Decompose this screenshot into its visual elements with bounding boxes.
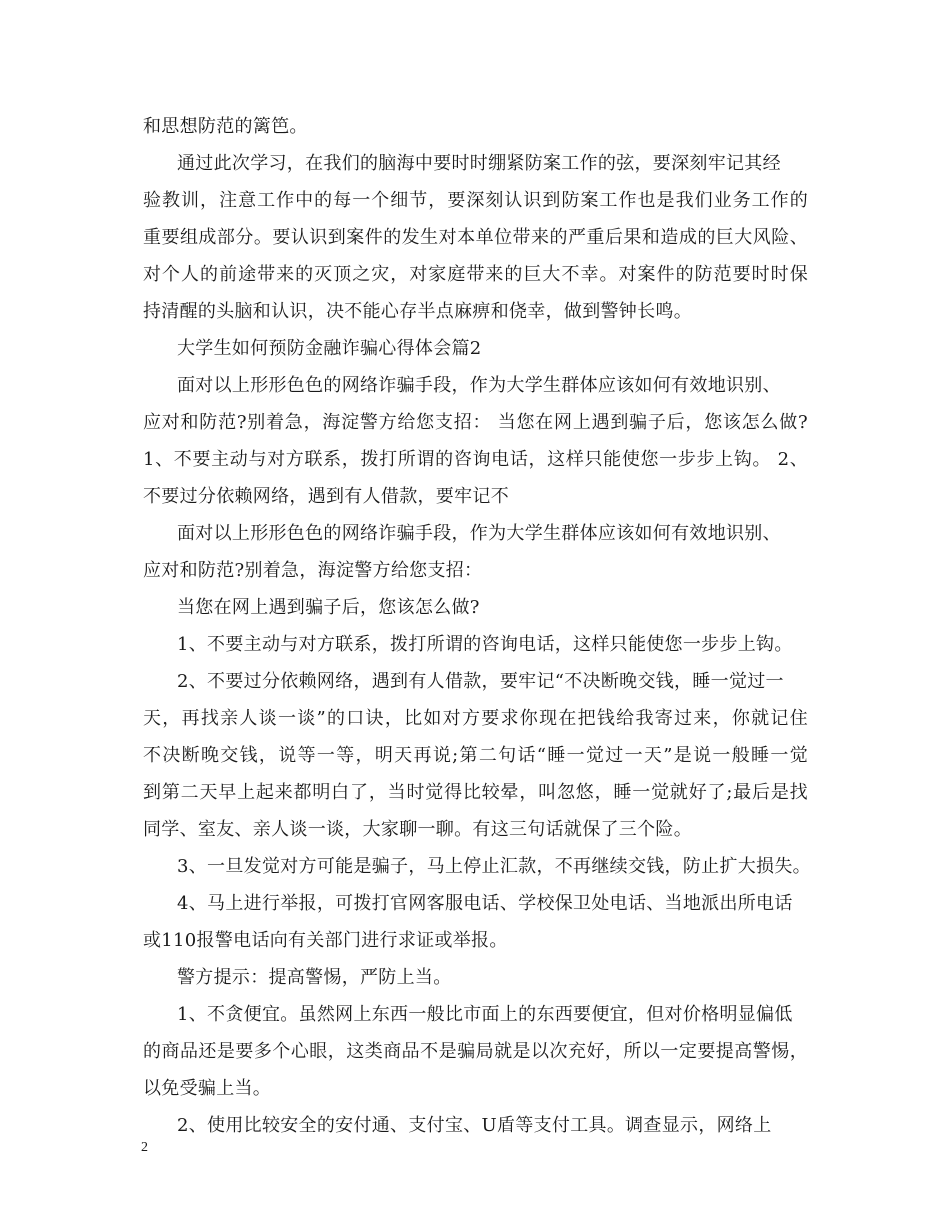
text-line: 或110报警电话向有关部门进行求证或举报。	[143, 930, 508, 951]
page-number: 2	[141, 1140, 148, 1155]
text-line: 2、使用比较安全的安付通、支付宝、U盾等支付工具。调查显示，网络上	[177, 1115, 772, 1136]
text-line: 通过此次学习，在我们的脑海中要时时绷紧防案工作的弦，要深刻牢记其经	[177, 153, 781, 174]
text-line: 同学、室友、亲人谈一谈，大家聊一聊。有这三句话就保了三个险。	[143, 819, 692, 840]
text-line: 2、不要过分依赖网络，遇到有人借款，要牢记“不决断晚交钱，睡一觉过一	[177, 671, 784, 692]
text-line: 应对和防范?别着急，海淀警方给您支招：	[143, 560, 483, 581]
text-line: 天，再找亲人谈一谈”的口诀，比如对方要求你现在把钱给我寄过来，你就记住	[143, 708, 808, 729]
text-line: 面对以上形形色色的网络诈骗手段，作为大学生群体应该如何有效地识别、	[177, 375, 781, 396]
text-line: 验教训，注意工作中的每一个细节，要深刻认识到防案工作也是我们业务工作的	[143, 190, 808, 211]
text-line: 1、不贪便宜。虽然网上东西一般比市面上的东西要便宜，但对价格明显偏低	[177, 1004, 793, 1025]
text-line: 不决断晚交钱，说等一等，明天再说;第二句话“睡一觉过一天”是说一般睡一觉	[143, 745, 808, 766]
text-line: 当您在网上遇到骗子后，您该怎么做?	[177, 597, 480, 618]
text-line: 面对以上形形色色的网络诈骗手段，作为大学生群体应该如何有效地识别、	[177, 523, 781, 544]
section-heading: 大学生如何预防金融诈骗心得体会篇2	[177, 338, 482, 359]
text-line: 到第二天早上起来都明白了，当时觉得比较晕，叫忽悠，睡一觉就好了;最后是找	[143, 782, 808, 803]
text-line: 应对和防范?别着急，海淀警方给您支招： 当您在网上遇到骗子后，您该怎么做?	[143, 412, 808, 433]
text-line: 3、一旦发觉对方可能是骗子，马上停止汇款，不再继续交钱，防止扩大损失。	[177, 856, 811, 877]
text-line: 持清醒的头脑和认识，决不能心存半点麻痹和侥幸，做到警钟长鸣。	[143, 301, 692, 322]
text-line: 重要组成部分。要认识到案件的发生对本单位带来的严重后果和造成的巨大风险、	[143, 227, 808, 248]
text-line: 对个人的前途带来的灭顶之灾，对家庭带来的巨大不幸。对案件的防范要时时保	[143, 264, 808, 285]
text-line: 以免受骗上当。	[143, 1078, 272, 1099]
text-line: 的商品还是要多个心眼，这类商品不是骗局就是以次充好，所以一定要提高警惕，	[143, 1041, 808, 1062]
text-line: 和思想防范的篱笆。	[143, 116, 308, 137]
text-line: 1、不要主动与对方联系，拨打所谓的咨询电话，这样只能使您一步步上钩。	[177, 634, 793, 655]
text-line: 警方提示：提高警惕，严防上当。	[177, 967, 452, 988]
text-line: 不要过分依赖网络，遇到有人借款，要牢记不	[143, 486, 509, 507]
text-line: 4、马上进行举报，可拨打官网客服电话、学校保卫处电话、当地派出所电话	[177, 893, 793, 914]
text-line: 1、不要主动与对方联系，拨打所谓的咨询电话，这样只能使您一步步上钩。 2、	[143, 449, 808, 470]
